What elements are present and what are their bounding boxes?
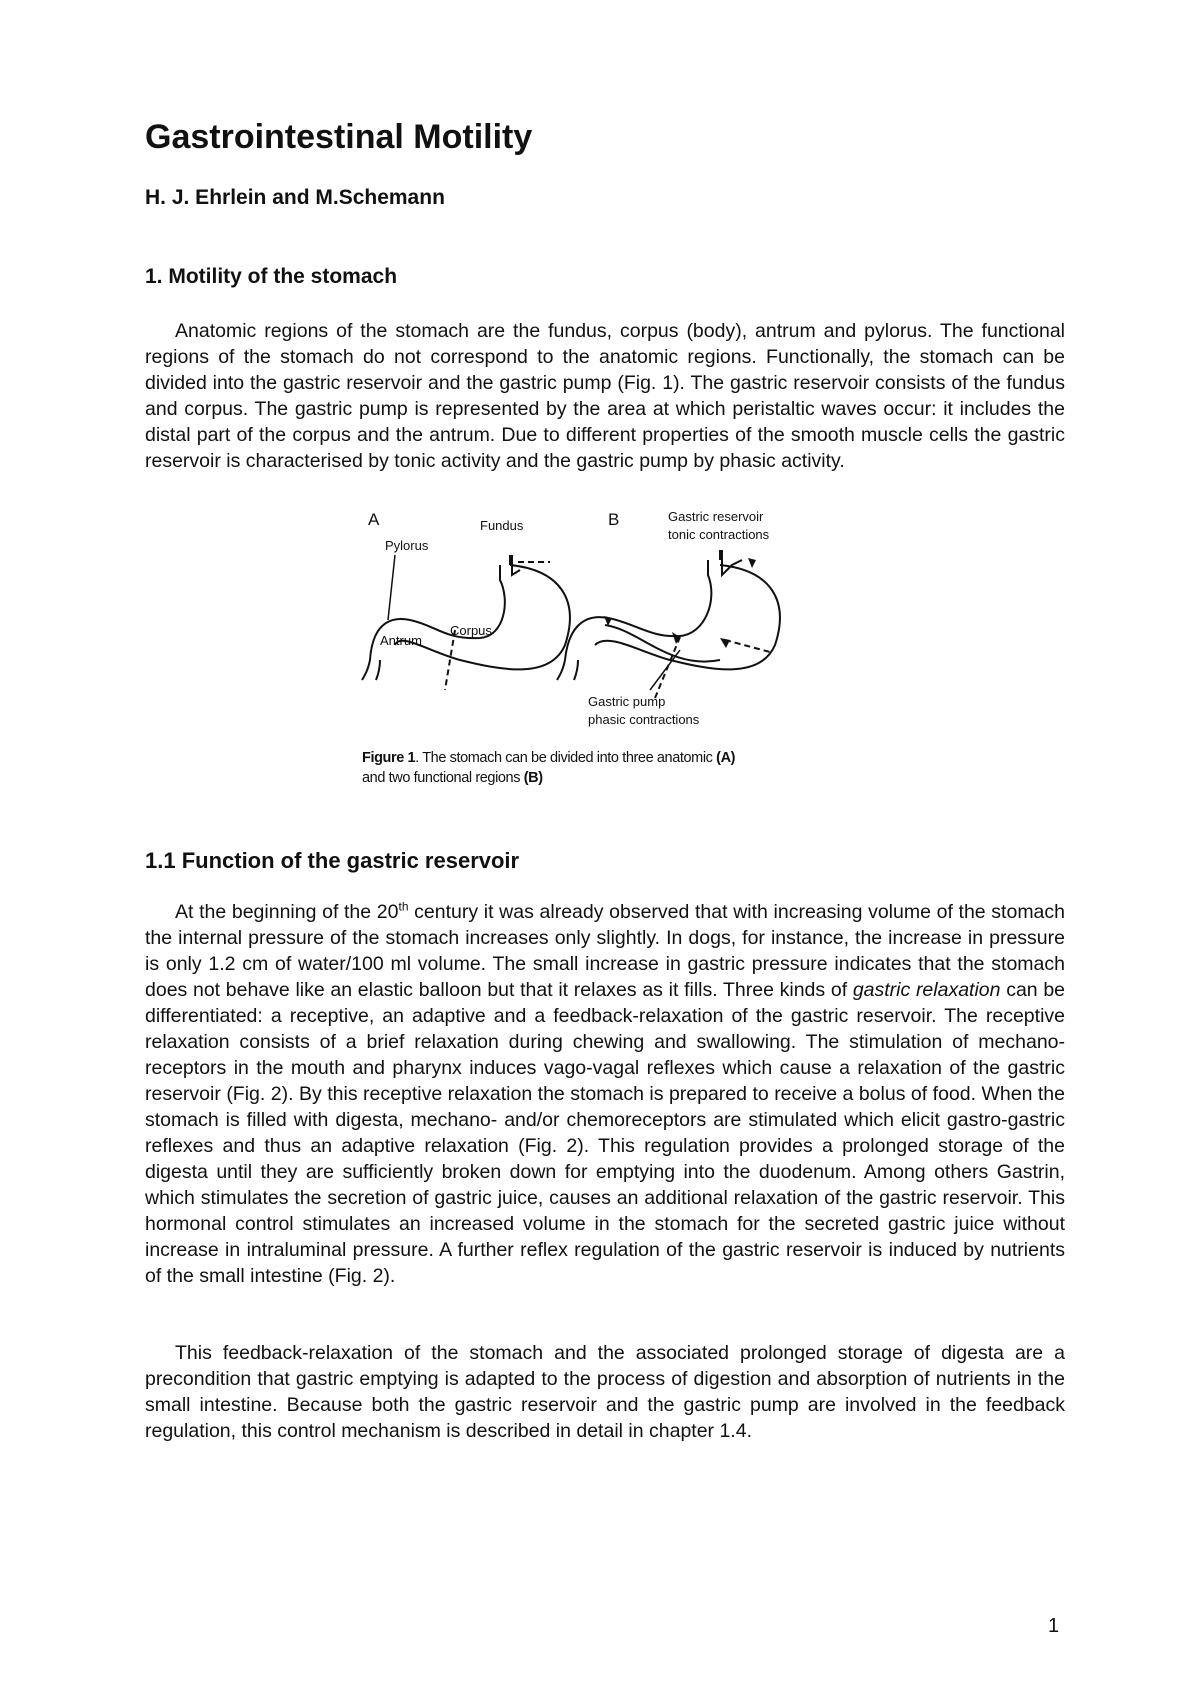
section-heading-1: 1. Motility of the stomach xyxy=(145,265,398,288)
figure-1-caption xyxy=(362,748,842,788)
paragraph-2-italic: gastric relaxation xyxy=(852,979,1001,1001)
arrow-head-2 xyxy=(720,638,730,648)
panel-label-a: A xyxy=(368,510,380,529)
stomach-a-pylorus-left xyxy=(362,660,370,680)
panel-label-b: B xyxy=(608,510,620,529)
page-title: Gastrointestinal Motility xyxy=(145,118,533,156)
caption-text-1: . The stomach can be divided into three anatomic xyxy=(415,750,717,766)
stomach-b-outline xyxy=(565,560,711,660)
stomach-b-dashed-2 xyxy=(725,640,770,652)
caption-lead: Figure 1 xyxy=(362,750,416,766)
paragraph-2-start: At the beginning of the 20 xyxy=(175,901,399,923)
paragraph-3 xyxy=(145,1340,1065,1444)
stomach-b-pylorus-left xyxy=(557,660,565,680)
label-gastric-pump: Gastric pump xyxy=(588,694,666,709)
label-fundus: Fundus xyxy=(480,518,524,533)
authors: H. J. Ehrlein and M.Schemann xyxy=(145,186,445,209)
figure-1-stomach-diagram xyxy=(350,509,870,735)
section-heading-1-1: 1.1 Function of the gastric reservoir xyxy=(145,848,520,873)
label-pylorus: Pylorus xyxy=(385,538,429,553)
caption-a: (A) xyxy=(716,750,736,766)
stomach-b-tonic-mark xyxy=(722,550,742,575)
label-gastric-reservoir: Gastric reservoir xyxy=(668,509,764,524)
label-corpus: Corpus xyxy=(450,623,492,638)
paragraph-2-end: can be differentiated: a receptive, an adaptive and a feedback-relaxation of the gastric reservoir. The receptive relaxation consists of a brief relaxation during chewing and swallowing. The stimulation of mechano-receptors in the mouth and pharynx induces vago-vagal reflexes which cause a relaxation of the gastric reservoir (Fig. 2). By this receptive relaxation the stomach is prepared to receive a bolus of food. When the stomach is filled with digesta, mechano- and/or chemoreceptors are stimulated which elicit gastro-gastric reflexes and thus an adaptive relaxation (Fig. 2). This regulation provides a prolonged storage of the digesta until they are sufficiently broken down for emptying into the duodenum. Among others Gastrin, which stimulates the secretion of gastric juice, causes an additional relaxation of the gastric reservoir. This hormonal control stimulates an increased volume in the stomach for the secreted gastric juice without increase in intraluminal pressure. A further reflex regulation of the gastric reservoir is induced by nutrients of the small intestine (Fig. 2). xyxy=(145,979,1066,1287)
stomach-a-pylorus-lower xyxy=(376,660,380,680)
paragraph-1 xyxy=(145,318,1065,474)
arrow-head-3 xyxy=(748,558,756,568)
caption-b: (B) xyxy=(523,770,543,786)
stomach-b-outer xyxy=(595,550,780,669)
paragraph-2 xyxy=(145,899,1065,1289)
pylorus-pointer xyxy=(388,555,395,620)
page-number: 1 xyxy=(1048,1615,1060,1637)
stomach-a-outer xyxy=(395,555,570,669)
caption-text-2: and two functional regions xyxy=(362,770,524,786)
paragraph-3-text: This feedback-relaxation of the stomach and the associated prolonged storage of digesta are a precondition that gastric emptying is adapted to the process of digestion and absorption of nutrients in the small intestine. Because both the gastric reservoir and the gastric pump are involved in the feedback regulation, this control mechanism is described in detail in chapter 1.4. xyxy=(145,1342,1065,1442)
label-antrum: Antrum xyxy=(380,633,422,648)
stomach-b-pylorus-lower xyxy=(574,660,578,680)
paragraph-1-text: Anatomic regions of the stomach are the fundus, corpus (body), antrum and pylorus. The functional regions of the stomach do not correspond to the anatomic regions. Functionally, the stomach can be divided into the gastric reservoir and the gastric pump (Fig. 1). The gastric reservoir consists of the fundus and corpus. The gastric pump is represented by the area at which peristaltic waves occur: it includes the distal part of the corpus and the antrum. Due to different properties of the smooth muscle cells the gastric reservoir is characterised by tonic activity and the gastric pump by phasic activity. xyxy=(145,320,1065,472)
paragraph-2-superscript: th xyxy=(398,899,409,914)
corpus-antrum-dashed-line xyxy=(445,630,455,690)
label-tonic-contractions: tonic contractions xyxy=(668,527,770,542)
label-phasic-contractions: phasic contractions xyxy=(588,712,700,727)
paragraph-2-middle: century it was already observed that with increasing volume of the stomach the internal pressure of the stomach increases only slightly. In dogs, for instance, the increase in pressure is only 1.2 cm of water/100 ml volume. The small increase in gastric pressure indicates that the stomach does not behave like an elastic balloon but that it relaxes as it fills. Three kinds of xyxy=(145,901,1065,1001)
